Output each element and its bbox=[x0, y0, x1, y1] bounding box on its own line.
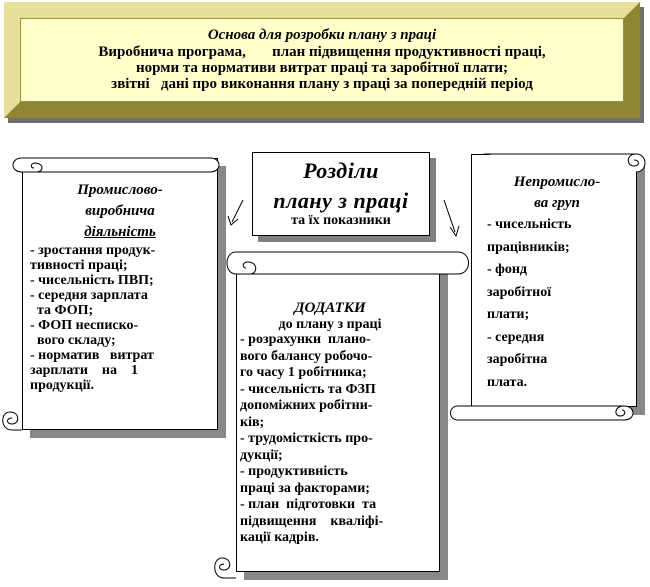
panel-item: вого балансу робочо- bbox=[240, 348, 373, 364]
right-scroll-bottom-curl bbox=[451, 406, 634, 420]
right-panel-heading: Непромисло- bbox=[513, 174, 601, 190]
banner-line: Виробнича програма, план підвищення продуктивності праці, bbox=[98, 44, 546, 60]
middle-panel-heading: ДОДАТКИ bbox=[294, 300, 366, 316]
panel-item: - трудомісткість про- bbox=[240, 431, 373, 446]
panel-item: тивності праці; bbox=[30, 258, 128, 273]
panel-item: допоміжних робітни- bbox=[240, 398, 373, 413]
left-panel-heading: діяльність bbox=[84, 224, 156, 240]
sections-title-line2: плану з праці bbox=[273, 188, 409, 213]
left-panel-heading: виробнича bbox=[85, 203, 155, 219]
sections-subtitle: та їх показники bbox=[291, 213, 391, 228]
panel-item: - ФОП несписко- bbox=[30, 318, 139, 333]
panel-item: заробітної bbox=[487, 284, 552, 300]
middle-scroll-bottom-curl bbox=[215, 558, 236, 578]
right-panel-items bbox=[487, 214, 627, 394]
left-panel-heading: Промислово- bbox=[77, 182, 163, 198]
panel-item: плата. bbox=[487, 374, 528, 390]
arrow-to-right-panel bbox=[444, 200, 459, 236]
right-scroll-top-curl bbox=[484, 154, 645, 172]
panel-item: го часу 1 робітника; bbox=[240, 365, 367, 380]
left-panel-items bbox=[30, 243, 210, 393]
banner-line: норми та нормативи витрат праці та заробітної плати; bbox=[135, 60, 508, 76]
panel-item: - чисельність та ФЗП bbox=[240, 381, 376, 397]
left-panel-content bbox=[30, 180, 210, 393]
arrow-to-left-panel bbox=[228, 200, 243, 225]
banner-title: Основа для розробки плану з праці bbox=[207, 27, 437, 43]
panel-item: - середня bbox=[487, 329, 545, 345]
middle-panel-content bbox=[240, 300, 420, 547]
panel-item: ків; bbox=[240, 414, 265, 430]
middle-scroll-top-curl bbox=[227, 252, 469, 274]
left-scroll-top-curl bbox=[13, 158, 219, 172]
panel-item: зарплати на 1 bbox=[30, 363, 138, 378]
sections-title-line1: Розділи bbox=[303, 158, 379, 183]
panel-item: кації кадрів. bbox=[240, 530, 319, 545]
panel-item: - продуктивність bbox=[240, 464, 348, 479]
panel-item: праці за факторами; bbox=[240, 480, 370, 496]
panel-item: заробітна bbox=[487, 352, 548, 367]
panel-item: плати; bbox=[487, 307, 530, 322]
panel-item: - розрахунки плано- bbox=[240, 332, 371, 347]
panel-item: - план підготовки та bbox=[240, 497, 377, 512]
panel-item: вого складу; bbox=[30, 333, 116, 348]
middle-panel-items bbox=[240, 332, 420, 547]
panel-item: - зростання продук- bbox=[30, 243, 156, 258]
banner-line: звітні дані про виконання плану з праці за попередній період bbox=[111, 76, 533, 92]
panel-item: - норматив витрат bbox=[30, 348, 154, 363]
right-panel-heading: ва груп bbox=[534, 195, 580, 211]
panel-item: - фонд bbox=[487, 262, 527, 277]
panel-item: продукції. bbox=[30, 378, 94, 393]
panel-item: дукції; bbox=[240, 447, 283, 463]
panel-item: працівників; bbox=[487, 239, 570, 255]
right-panel-content bbox=[487, 172, 627, 394]
panel-item: - чисельність bbox=[487, 217, 572, 232]
panel-item: підвищення кваліфі- bbox=[240, 513, 384, 529]
panel-item: та ФОП; bbox=[30, 303, 94, 318]
left-scroll-bottom-curl bbox=[3, 412, 22, 430]
middle-panel-subheading: до плану з праці bbox=[278, 317, 382, 332]
panel-item: - чисельність ПВП; bbox=[30, 273, 154, 288]
panel-item: - середня зарплата bbox=[30, 288, 148, 303]
